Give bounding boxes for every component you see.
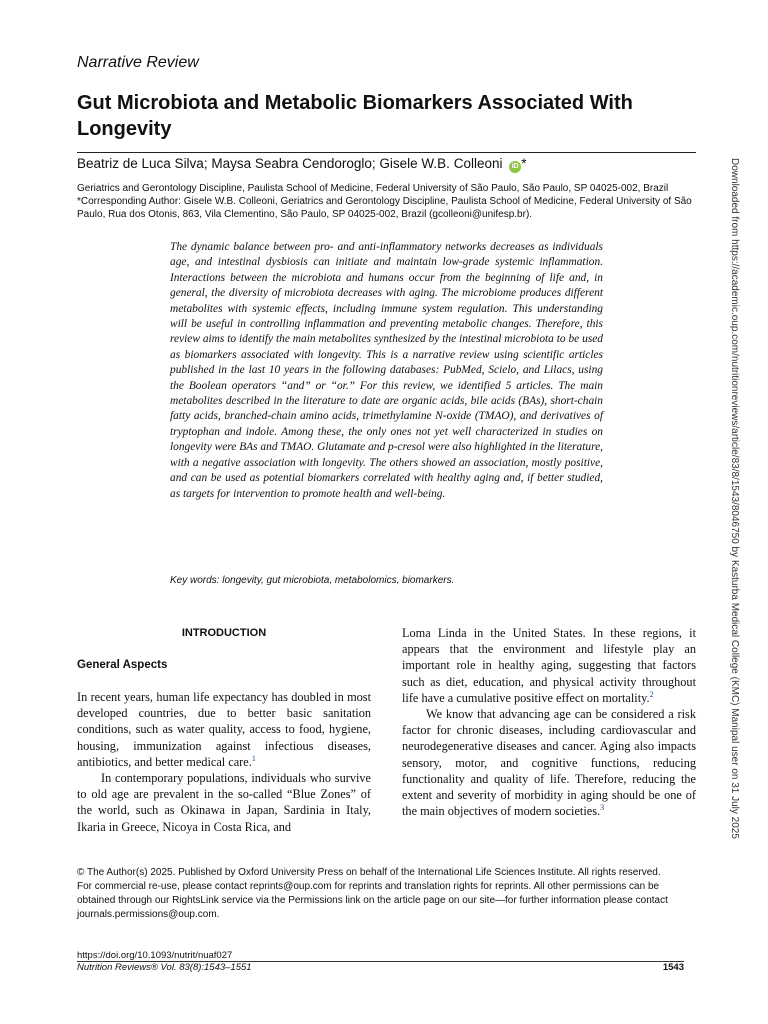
copyright-line: © The Author(s) 2025. Published by Oxford University Press on behalf of the International Life Sciences Institute. All rights reserved. [77, 867, 661, 878]
doi-link[interactable]: https://doi.org/10.1093/nutrit/nuaf027 [77, 950, 233, 961]
corresponding-author-mark: * [521, 156, 527, 171]
article-title: Gut Microbiota and Metabolic Biomarkers Associated With Longevity [77, 92, 633, 140]
orcid-icon[interactable]: iD [509, 161, 521, 173]
reference-link-3[interactable]: 3 [600, 803, 605, 813]
reference-link-2[interactable]: 2 [649, 689, 654, 699]
download-watermark: Downloaded from https://academic.oup.com/nutritionreviews/article/83/8/1543/8046750 by Kasturba Medical College (KMC) Manipal user on 31 July 2025 [729, 158, 740, 839]
section-heading-introduction: INTRODUCTION [181, 627, 267, 639]
body-column-left [77, 625, 371, 835]
body-paragraph [402, 625, 696, 706]
permissions-line: For commercial re-use, please contact reprints@oup.com for reprints and translation rights for reprints. All other permissions can be obtained through our RightsLink service via the Permissions link on the article page on our site—for further information please contact journals.permissions@oup.com. [77, 881, 668, 920]
corresponding-author-info: *Corresponding Author: Gisele W.B. Colleoni, Geriatrics and Gerontology Discipline, Paulista School of Medicine, Federal University of São Paulo, Rua dos Otonis, 863, Vila Clementino, São Paulo, SP 04025-002, Brazil (gcolleoni@unifesp.br). [77, 196, 692, 220]
copyright-notice [77, 866, 696, 922]
body-paragraph [77, 689, 371, 770]
keywords: Key words: longevity, gut microbiota, metabolomics, biomarkers. [170, 575, 455, 586]
authors-text: Beatriz de Luca Silva; Maysa Seabra Cendoroglo; Gisele W.B. Colleoni [77, 156, 503, 171]
paragraph-text: Loma Linda in the United States. In these regions, it appears that the environment and lifestyle play an important role in healthy aging, suggesting that factors such as diet, education, and physical activity throughout life have a cumulative positive effect on mortality. [402, 626, 696, 705]
paragraph-text: We know that advancing age can be considered a risk factor for chronic diseases, including cardiovascular and neurodegenerative diseases and cancer. Aging also impacts sensory, motor, and cognitive functions, reducing functionality and quality of life. Therefore, reducing the extent and severity of morbidity in aging should be one of the main objectives of modern societies. [402, 707, 696, 819]
author-list [77, 154, 696, 174]
body-paragraph [402, 706, 696, 819]
reference-link-1[interactable]: 1 [251, 753, 256, 763]
body-paragraph: In contemporary populations, individuals who survive to old age are prevalent in the so-called “Blue Zones” of the world, such as Okinawa in Japan, Sardinia in Italy, Ikaria in Greece, Nicoya in Costa Rica, and [77, 771, 371, 834]
paragraph-text: In recent years, human life expectancy has doubled in most developed countries, due to better basic sanitation conditions, such as water quality, access to food, hygiene, housing, immunization against infectious diseases, antibiotics, and better medical care. [77, 690, 371, 769]
page-number: 1543 [662, 962, 684, 973]
affiliation-primary: Geriatrics and Gerontology Discipline, Paulista School of Medicine, Federal University of São Paulo, São Paulo, SP 04025-002, Brazil [77, 183, 669, 194]
journal-citation: Nutrition Reviews® Vol. 83(8):1543–1551 [77, 962, 252, 973]
article-type: Narrative Review [77, 54, 199, 71]
affiliations [77, 182, 696, 221]
subsection-heading-general-aspects: General Aspects [77, 659, 168, 671]
body-column-right [402, 625, 696, 819]
abstract: The dynamic balance between pro- and anti-inflammatory networks decreases as individuals age, and intestinal dysbiosis can initiate and maintain low-grade systemic inflammation. Interactions between the microbiota and humans occur from the beginning of life and, in general, the diversity of microbiota decreases with aging. The microbiome produces different metabolites with systemic effects, including immune system regulation. This understanding will be useful in controlling inflammation and preventing metabolic changes. Therefore, this review aims to identify the main metabolites synthesized by the intestinal microbiota to be used as biomarkers associated with longevity. This is a narrative review using scientific articles published in the last 10 years in the following databases: PubMed, Scielo, and Lilacs, using the Boolean operators “and” or “or.” For this review, we identified 5 articles. The main metabolites described in the literature to date are organic acids, bile acids (BAs), short-chain fatty acids, branched-chain amino acids, trimethylamine N-oxide (TMAO), and derivatives of tryptophan and indole. Among these, the only ones not yet well characterized in studies on longevity were BAs and TMAO. Glutamate and p-cresol were also highlighted in the literature, with a negative association with longevity. The others showed an association, mostly positive, and can be used as potential biomarkers correlated with healthy aging and, if better studied, as targets for intervention to promote health and well-being. [170, 241, 603, 500]
title-divider [77, 152, 696, 153]
